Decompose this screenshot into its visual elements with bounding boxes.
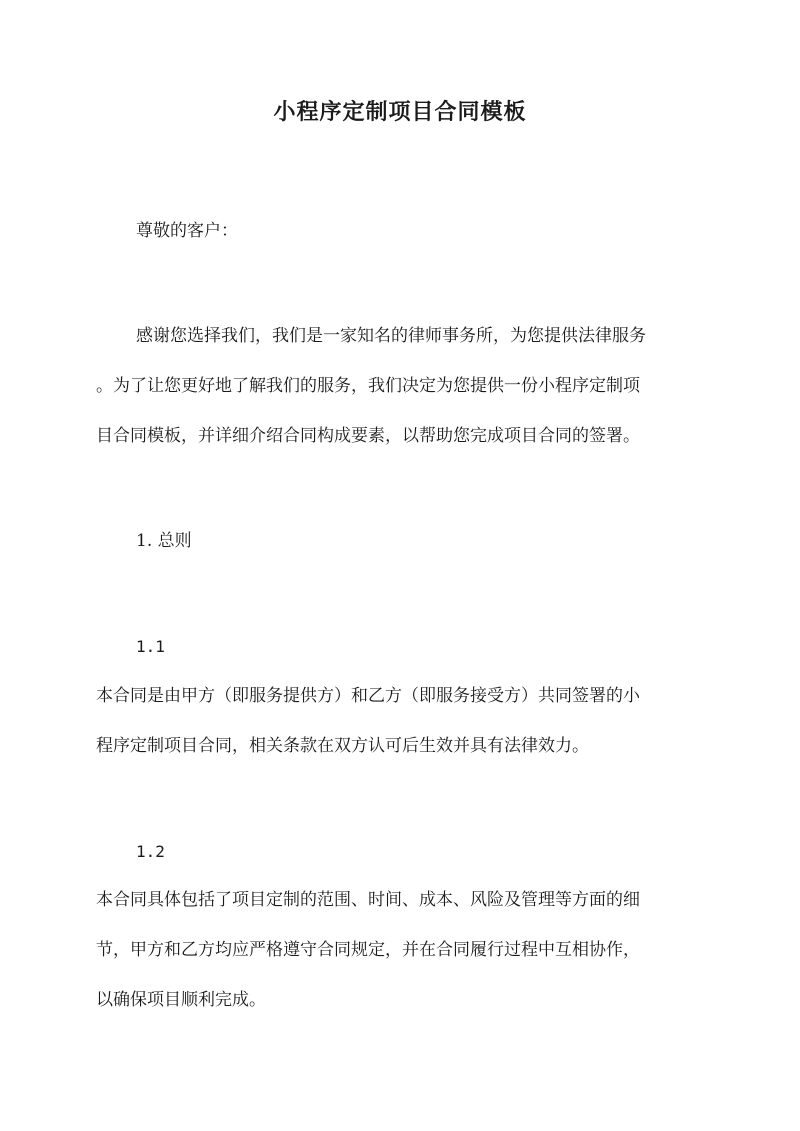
clause-1-2-number: 1.2 [136, 842, 165, 861]
clause-1-2-line-3: 以确保项目顺利完成。 [96, 990, 266, 1010]
clause-1-2-line-1: 本合同具体包括了项目定制的范围、时间、成本、风险及管理等方面的细 [96, 890, 640, 910]
section-1-heading: 1. 总则 [136, 531, 192, 551]
clause-1-2-line-2: 节，甲方和乙方均应严格遵守合同规定，并在合同履行过程中互相协作， [96, 940, 640, 960]
greeting: 尊敬的客户： [136, 221, 238, 241]
document-title: 小程序定制项目合同模板 [273, 99, 527, 125]
clause-1-1-line-2: 程序定制项目合同，相关条款在双方认可后生效并具有法律效力。 [96, 736, 589, 756]
intro-line-2: 。为了让您更好地了解我们的服务，我们决定为您提供一份小程序定制项 [96, 376, 640, 396]
clause-1-1-number: 1.1 [136, 637, 165, 656]
clause-1-1-line-1: 本合同是由甲方（即服务提供方）和乙方（即服务接受方）共同签署的小 [96, 686, 640, 706]
intro-line-1: 感谢您选择我们，我们是一家知名的律师事务所，为您提供法律服务 [136, 326, 646, 346]
intro-line-3: 目合同模板，并详细介绍合同构成要素，以帮助您完成项目合同的签署。 [96, 426, 640, 446]
